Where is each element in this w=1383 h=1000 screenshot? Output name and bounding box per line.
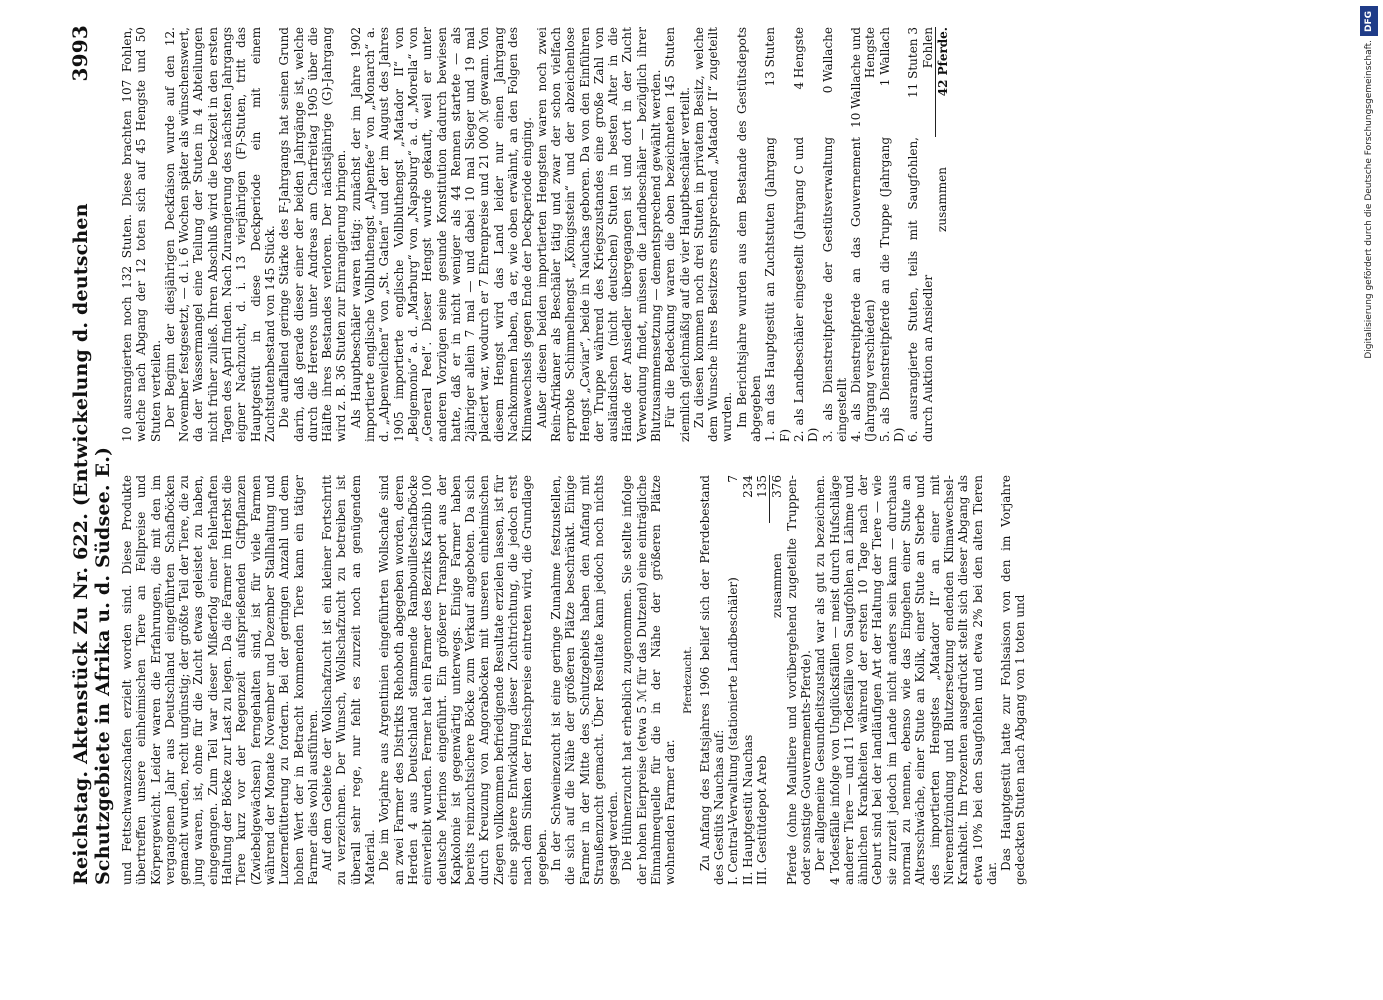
paragraph: Das Hauptgestüt hatte zur Fohlsaison von den im Vorjahre gedeckten Stuten nach Abgang von 1 toten und bbox=[999, 475, 1028, 885]
horse-stock-table bbox=[726, 475, 784, 885]
list-item-label: 3. als Dienstreitpferde der Gestütsverwaltung eingestellt bbox=[820, 137, 849, 442]
list-item bbox=[849, 27, 878, 442]
list-item bbox=[763, 27, 792, 442]
paragraph: Als Hauptbeschäler waren tätig: zunächst der im Jahre 1902 importierte englische Vollbluthengst „Alpenfee“ von „Monarch“ a. d. „Alpenveilchen“ von „St. Gatien“ und der im August des Jahres 1905 importierte englische Vollbluthengst „Matador II“ von „Belgemonio“ a. d. „Marburg“ von „Napsburg“ a. d. „Morella“ von „General Peel“. Dieser Hengst wurde gekauft, weil er unter anderen Vorzügen seine gesunde Konstitution dadurch bewiesen hatte, daß er in nicht weniger als 44 Rennen startete — als 2jähriger allein 7 mal — und dabei 10 mal Sieger und 19 mal placiert war, wodurch er 7 Ehrenpreise und 21 000 ℳ gewann. Von diesem Hengst wird das Land leider nur einen Jahrgang Nachkommen haben, da er, wie oben erwähnt, an den Folgen des Klimawechsels gegen Ende der Deckperiode einging. bbox=[348, 27, 535, 442]
list-total-row bbox=[935, 27, 950, 442]
paragraph: 10 ausrangierten noch 132 Stuten. Diese brachten 107 Fohlen, welche nach Abgang der 12 toten sich auf 45 Hengste und 50 Stuten verteilen. bbox=[120, 27, 163, 442]
list-item-label: 5. als Dienstreitpferde an die Truppe (Jahrgang D) bbox=[877, 137, 907, 442]
list-item-value: 1 Wallach bbox=[877, 27, 892, 87]
total-value: 42 Pferde. bbox=[935, 27, 950, 137]
paragraph: Pferde (ohne Maultiere und vorübergehend zugeteilte Truppen- oder sonstige Gouvernements-Pferde). bbox=[784, 475, 813, 885]
paragraph: In der Schweinezucht ist eine geringe Zunahme festzustellen, die sich auf die Nähe der größeren Plätze beschränkt. Einige Farmer in der Mitte des Schutzgebiets haben den Anfang mit Straußenzucht gemacht. Über Resultate kann jedoch noch nichts gesagt werden. bbox=[548, 475, 621, 885]
list-item-label: 6. ausrangierte Stuten, teils mit Saugfohlen, durch Auktion an Ansiedler bbox=[906, 137, 935, 442]
table-row bbox=[726, 475, 740, 885]
list-item-value: 11 Stuten 3 Fohlen bbox=[906, 27, 935, 98]
depot-transfer-list bbox=[763, 27, 950, 442]
paragraph: Für die Bedeckung waren die oben bezeichneten 145 Stuten ziemlich gleichmäßig auf die vier Hauptbeschäler verteilt. bbox=[663, 27, 692, 442]
list-item bbox=[878, 27, 907, 442]
page-number: 3993 bbox=[68, 25, 92, 82]
right-column bbox=[120, 27, 950, 442]
list-item-value: 4 Hengste bbox=[791, 27, 806, 90]
dfg-logo: DFG bbox=[1360, 6, 1378, 36]
left-column bbox=[120, 475, 1028, 885]
paragraph: und Fettschwanzschafen erzielt worden sind. Diese Produkte übertreffen unsere einheimischen Tiere an Fellpreise und Körpergewicht. Leider waren die Erfahrungen, die mit den im vergangenen Jahr aus Deutschland eingeführten Schafböcken gemacht wurden, recht ungünstig; der größte Teil der Tiere, die zu jung waren, ist, ohne für die Zucht etwas geleistet zu haben, eingegangen. Zum Teil war dieser Mißerfolg einer fehlerhaften Haltung der Böcke zur Last zu legen. Da die Farmer im Herbst die Tiere kurz vor der Regenzeit aufsprießenden Giftpflanzen (Zwiebelgewächsen) ferngehalten sind, ist für viele Farmen während der Monate November und Dezember Stallhaltung und Luzernefütterung zu fordern. Bei der geringen Anzahl und dem hohen Wert der in Betracht kommenden Tiere kann ein tätiger Farmer dies wohl ausführen. bbox=[120, 475, 320, 885]
paragraph: Zu diesen kommen noch drei Stuten in privatem Besitz, welche dem Wunsche ihres Besitzers entsprechend „Matador II“ zugeteilt wurden. bbox=[691, 27, 735, 442]
total-value: 376 bbox=[770, 475, 785, 523]
table-row bbox=[741, 475, 755, 885]
list-item-value: 0 Wallache bbox=[820, 27, 835, 94]
paragraph: Die auffallend geringe Stärke des F-Jahrgangs hat seinen Grund darin, daß gerade dieser einer der beiden Jahrgänge ist, welche durch die Hereros unter Andreas am Charfreitag 1905 über die Hälfte ihres Bestandes verloren. Der nächstjährige (G)-Jahrgang wird z. B. 36 Stuten zur Einrangierung bringen. bbox=[277, 27, 349, 442]
list-item-label: 1. an das Hauptgestüt an Zuchtstuten (Jahrgang F) bbox=[763, 137, 792, 442]
paragraph: Im Berichtsjahre wurden aus dem Bestande des Gestütsdepots abgegeben bbox=[734, 27, 764, 442]
digitization-credit bbox=[1353, 0, 1383, 1000]
total-label: zusammen bbox=[769, 553, 784, 618]
list-item bbox=[821, 27, 850, 442]
list-item-label: 4. als Dienstreitpferde an das Gouvernement (Jahrgang verschieden) bbox=[849, 137, 878, 442]
table-total-row bbox=[770, 475, 785, 885]
list-item-value: 13 Stuten bbox=[763, 27, 778, 87]
section-heading: Pferdezucht. bbox=[681, 646, 694, 714]
page-header bbox=[68, 25, 114, 885]
list-item bbox=[792, 27, 821, 442]
paragraph: Auf dem Gebiete der Wollschafzucht ist ein kleiner Fortschritt zu verzeichnen. Der Wunsch, Wollschafzucht zu betreiben ist überall sehr rege, nur fehlt es zurzeit noch an genügendem Material. bbox=[320, 475, 378, 885]
paragraph: Zu Anfang des Etatsjahres 1906 belief sich der Pferdebestand des Gestüts Nauchas auf: bbox=[697, 475, 727, 885]
list-item bbox=[906, 27, 935, 442]
header-title: Reichstag. Aktenstück Zu Nr. 622. (Entwickelung d. deutschen Schutzgebiete in Afrika u. d. Südsee. E.) bbox=[70, 203, 114, 885]
paragraph: Außer diesen beiden importierten Hengsten waren noch zwei Rein-Afrikaner als Beschäler tätig und zwar der schon vielfach erprobte Schimmelhengst „Königsstein“ und der abzeichenlose Hengst „Caviar“, beide in Nauchas geboren. Da von den Einführen der Truppe während des Kriegszustandes eine große Zahl von ausländischen (nicht deutschen) Stuten in besten Alter in die Hände der Ansiedler übergegangen ist und dort in der Zucht Verwendung findet, müssen die Landbeschäler — bezüglich ihrer Blutzusammensetzung — dementsprechend gewählt werden. bbox=[534, 27, 663, 442]
table-cell-label: II. Hauptgestüt Nauchas bbox=[740, 734, 755, 885]
list-item-label: 2. als Landbeschäler eingestellt (Jahrgang C und D) bbox=[791, 137, 821, 442]
paragraph: Der allgemeine Gesundheitszustand war als gut zu bezeichnen. 4 Todesfälle infolge von Unglücksfällen — meist durch Hufschläge anderer Tiere — und 11 Todesfälle von Saugfohlen an Lähme und ähnlichen Krankheiten während der ersten 10 Tage nach der Geburt sind bei der landläufigen Art der Haltung der Tiere — wie sie zurzeit jedoch im Lande nicht anders sein kann — durchaus normal zu nennen, ebenso wie das Eingehen einer Stute an Altersschwäche, einer Stute an Kolik, einer Stute an Sterbe und des importierten Hengstes „Matador II“ an einer mit Nierenentzündung und Blutzersetzung endenden Klimawechsel-Krankheit. Im Prozenten ausgedrückt stellt sich dieser Abgang als etwa 10% bei den Saugfohlen und etwa 2% bei den alten Tieren dar. bbox=[813, 475, 999, 885]
credit-text: Digitalisierung gefördert durch die Deutsche Forschungsgemeinschaft. bbox=[1364, 40, 1374, 359]
paragraph: Die Hühnerzucht hat erheblich zugenommen. Sie stellte infolge der hohen Eierpreise (etwa 5 ℳ für das Dutzend) eine einträgliche Einnahmequelle für die in der Nähe der größeren Plätze wohnenden Farmer dar. bbox=[620, 475, 678, 885]
paragraph: Die im Vorjahre aus Argentinien eingeführten Wollschafe sind an zwei Farmer des Distrikts Rehoboth abgegeben worden, deren Herden 4 aus Deutschland stammende Rambouilletschafböcke einverleibt wurden. Ferner hat ein Farmer des Bezirks Karibib 100 deutsche Merinos eingeführt. Ein größerer Transport aus der Kapkolonie ist gegenwärtig unterwegs. Einige Farmer haben bereits reinzuchtsichere Böcke zum Verkauf angeboten. Da sich durch Kreuzung von Angoraböcken mit unseren einheimischen Ziegen vollkommen befriedigende Resultate erzielen lassen, ist für eine spätere Entwicklung dieser Zuchtrichtung, die jedoch erst nach dem Sinken der Fleischpreise eintreten wird, die Grundlage gegeben. bbox=[377, 475, 549, 885]
table-cell-label: III. Gestütdepot Areb bbox=[755, 755, 770, 885]
list-item-value: 10 Wallache und Hengste bbox=[849, 27, 878, 128]
table-cell-value: 135 bbox=[755, 475, 770, 498]
table-cell-value: 7 bbox=[726, 475, 741, 483]
table-row bbox=[755, 475, 770, 885]
table-cell-label: I. Central-Verwaltung (stationierte Landbeschäler) bbox=[726, 577, 741, 885]
table-cell-value: 234 bbox=[740, 475, 755, 498]
total-label: zusammen bbox=[935, 167, 950, 232]
paragraph: Der Beginn der diesjährigen Deckfaison wurde auf den 12. November festgesetzt, — d. i. 6 Wochen später als wünschenswert, da der Wassermangel eine Teilung der Stuten in 4 Abteilungen nicht früher zuließ. Ihren Abschluß wird die Deckzeit in den ersten Tagen des April finden. Nach Zurangierung des nächsten Jahrgangs eigner Nachzucht, d. i. 13 vierjährigen (F)-Stuten, tritt das Hauptgestüt in diese Deckperiode ein mit einem Zuchtstutenbestand von 145 Stück. bbox=[162, 27, 277, 442]
